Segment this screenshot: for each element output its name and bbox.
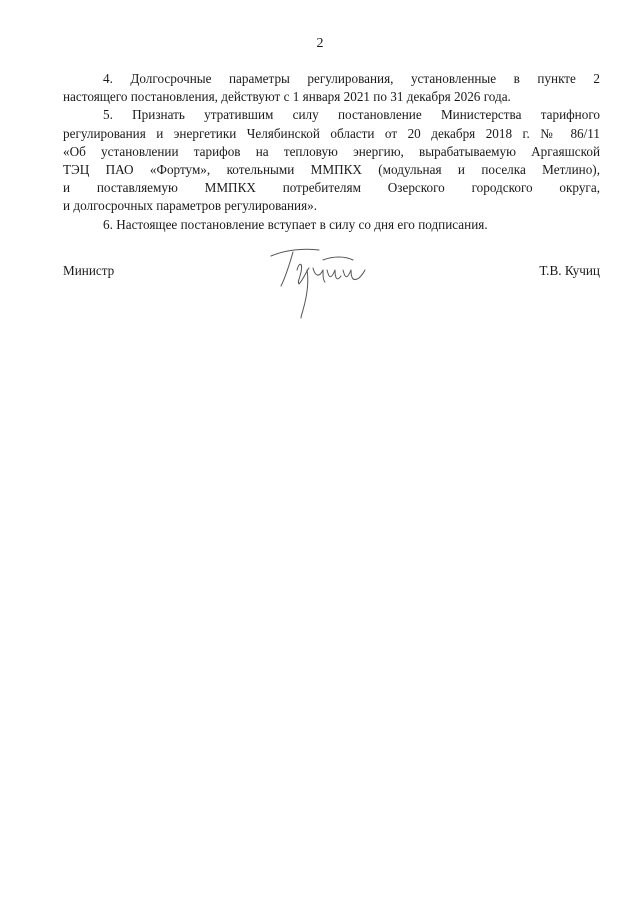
signature-block	[63, 262, 600, 322]
paragraph-line: 6. Настоящее постановление вступает в силу со дня его подписания.	[103, 216, 488, 232]
paragraph-4	[63, 70, 600, 106]
paragraph-line: «Об установлении тарифов на тепловую энергию, вырабатываемую Аргаяшской	[63, 143, 600, 159]
paragraph-line: настоящего постановления, действуют с 1 января 2021 по 31 декабря 2026 года.	[63, 89, 511, 105]
paragraph-line: ТЭЦ ПАО «Фортум», котельными ММПКХ (модульная и поселка Метлино),	[63, 162, 600, 178]
signatory-name: Т.В. Кучиц	[539, 263, 600, 278]
handwritten-signature	[263, 240, 383, 320]
paragraph-line: регулирования и энергетики Челябинской области от 20 декабря 2018 г. № 86/11	[63, 125, 600, 141]
document-body	[63, 70, 600, 234]
paragraph-line: 5. Признать утратившим силу постановление Министерства тарифного	[103, 107, 600, 123]
paragraph-6	[63, 216, 600, 234]
paragraph-5	[63, 106, 600, 215]
signatory-position: Министр	[63, 263, 115, 278]
paragraph-line: и долгосрочных параметров регулирования».	[63, 198, 318, 214]
paragraph-line: 4. Долгосрочные параметры регулирования, установленные в пункте 2	[103, 71, 600, 86]
page-number: 2	[316, 36, 324, 51]
paragraph-line: и поставляемую ММПКХ потребителям Озерского городского округа,	[63, 180, 600, 196]
